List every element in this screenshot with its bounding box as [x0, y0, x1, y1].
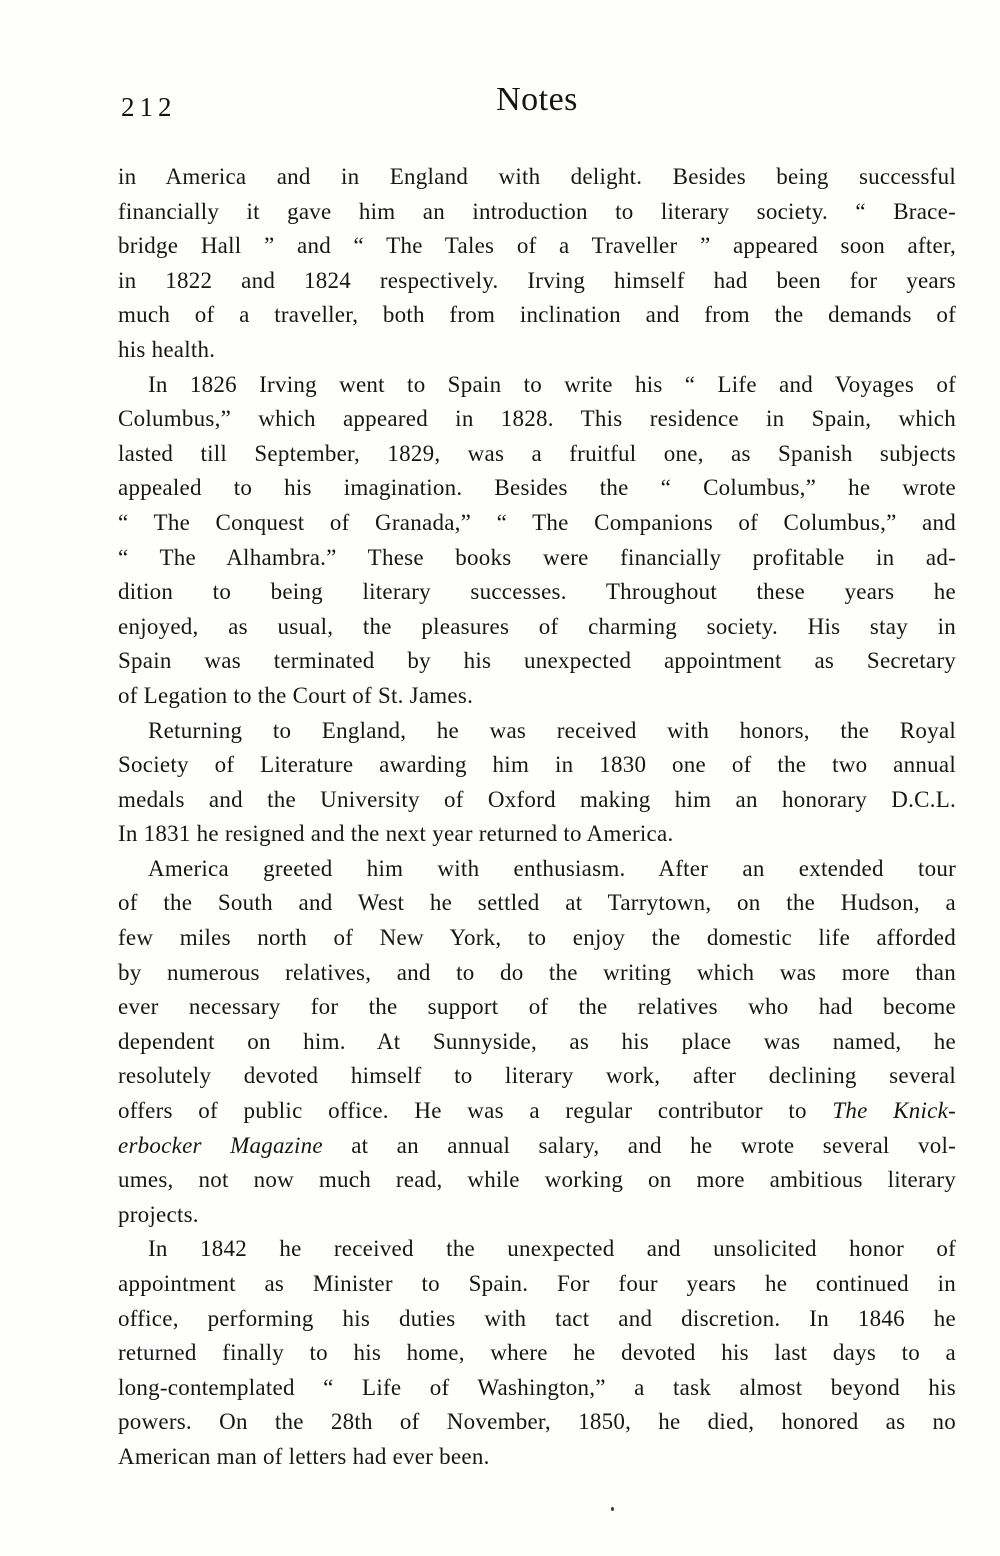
text-run: enjoyed, as usual, the pleasures of charming society. His stay in: [118, 613, 956, 639]
text-line: [118, 541, 956, 576]
text-run: America greeted him with enthusiasm. After an extended tour: [148, 855, 956, 881]
text-run: medals and the University of Oxford making him an honorary D.C.L.: [118, 786, 956, 812]
text-run: his health.: [118, 336, 216, 362]
text-run: in 1822 and 1824 respectively. Irving himself had been for years: [118, 267, 956, 293]
text-line: [118, 506, 956, 541]
text-run: lasted till September, 1829, was a fruitful one, as Spanish subjects: [118, 440, 956, 466]
text-line: [118, 298, 956, 333]
text-run: Returning to England, he was received with honors, the Royal: [148, 717, 956, 743]
text-run: offers of public office. He was a regular contributor to: [118, 1098, 833, 1124]
text-line: [118, 1336, 956, 1371]
text-run: In 1842 he received the unexpected and unsolicited honor of: [148, 1236, 956, 1262]
text-run: of the South and West he settled at Tarrytown, on the Hudson, a: [118, 890, 956, 916]
text-run: resolutely devoted himself to literary work, after declining several: [118, 1063, 956, 1089]
text-line: [118, 471, 956, 506]
text-run: appointment as Minister to Spain. For four years he continued in: [118, 1271, 956, 1296]
text-line: [118, 921, 956, 956]
text-run: In 1826 Irving went to Spain to write his “ Life and Voyages of: [148, 371, 956, 397]
text-line: [118, 644, 956, 679]
text-line: [118, 610, 956, 645]
text-line: [118, 368, 956, 403]
text-line: [118, 748, 956, 783]
text-line: [118, 437, 956, 472]
text-line: [118, 264, 956, 299]
text-run: in America and in England with delight. Besides being successful: [118, 164, 956, 189]
text-run: bridge Hall ” and “ The Tales of a Traveller ” appeared soon after,: [118, 233, 956, 259]
text-line: [118, 1059, 956, 1094]
scan-speck-artifact: [611, 1507, 614, 1511]
text-run: ever necessary for the support of the relatives who had become: [118, 994, 956, 1020]
text-run: Society of Literature awarding him in 1830 one of the two annual: [118, 752, 956, 778]
page-number: 212: [121, 92, 177, 122]
text-line: [118, 886, 956, 921]
text-run: office, performing his duties with tact and discretion. In 1846 he: [118, 1305, 956, 1331]
text-run: Columbus,” which appeared in 1828. This residence in Spain, which: [118, 406, 956, 432]
text-line: [118, 1405, 956, 1440]
italic-text-run: erbocker Magazine: [118, 1132, 323, 1158]
text-line: [118, 1302, 956, 1337]
text-run: projects.: [118, 1201, 199, 1227]
text-run: “ The Alhambra.” These books were financially profitable in ad-: [118, 544, 956, 570]
text-run: powers. On the 28th of November, 1850, he died, honored as no: [118, 1409, 956, 1435]
text-line: [118, 575, 956, 610]
text-run: by numerous relatives, and to do the writing which was more than: [118, 959, 956, 985]
text-line: [118, 1371, 956, 1406]
text-line: [118, 1440, 956, 1475]
text-run: American man of letters had ever been.: [118, 1443, 490, 1469]
text-line: [118, 229, 956, 264]
text-line: [118, 160, 956, 195]
text-line: [118, 333, 956, 368]
text-line: [118, 956, 956, 991]
text-line: [118, 1198, 956, 1233]
text-line: [118, 1267, 956, 1302]
text-run: In 1831 he resigned and the next year returned to America.: [118, 821, 674, 847]
text-run: much of a traveller, both from inclination and from the demands of: [118, 302, 956, 328]
text-line: [118, 714, 956, 749]
text-line: [118, 1094, 956, 1129]
text-run: returned finally to his home, where he devoted his last days to a: [118, 1340, 956, 1366]
text-line: [118, 402, 956, 437]
text-line: [118, 679, 956, 714]
text-line: [118, 852, 956, 887]
text-line: [118, 1232, 956, 1267]
text-run: umes, not now much read, while working on more ambitious literary: [118, 1167, 956, 1193]
text-line: [118, 1163, 956, 1198]
text-run: appealed to his imagination. Besides the “ Columbus,” he wrote: [118, 475, 956, 501]
text-run: dition to being literary successes. Throughout these years he: [118, 579, 956, 605]
text-line: [118, 1025, 956, 1060]
text-run: Spain was terminated by his unexpected appointment as Secretary: [118, 648, 956, 674]
text-run: at an annual salary, and he wrote several vol-: [322, 1132, 956, 1158]
text-run: of Legation to the Court of St. James.: [118, 682, 474, 708]
body-text-block: [118, 160, 956, 1475]
text-line: [118, 1129, 956, 1164]
text-run: “ The Conquest of Granada,” “ The Companions of Columbus,” and: [118, 509, 956, 535]
text-run: long-contemplated “ Life of Washington,” a task almost beyond his: [118, 1374, 956, 1400]
page-title: Notes: [496, 81, 578, 118]
text-run: few miles north of New York, to enjoy the domestic life afforded: [118, 925, 956, 951]
text-line: [118, 817, 956, 852]
italic-text-run: The Knick-: [832, 1098, 956, 1124]
text-line: [118, 990, 956, 1025]
text-run: financially it gave him an introduction to literary society. “ Brace-: [118, 198, 956, 224]
text-run: dependent on him. At Sunnyside, as his place was named, he: [118, 1028, 956, 1054]
text-line: [118, 195, 956, 230]
text-line: [118, 783, 956, 818]
